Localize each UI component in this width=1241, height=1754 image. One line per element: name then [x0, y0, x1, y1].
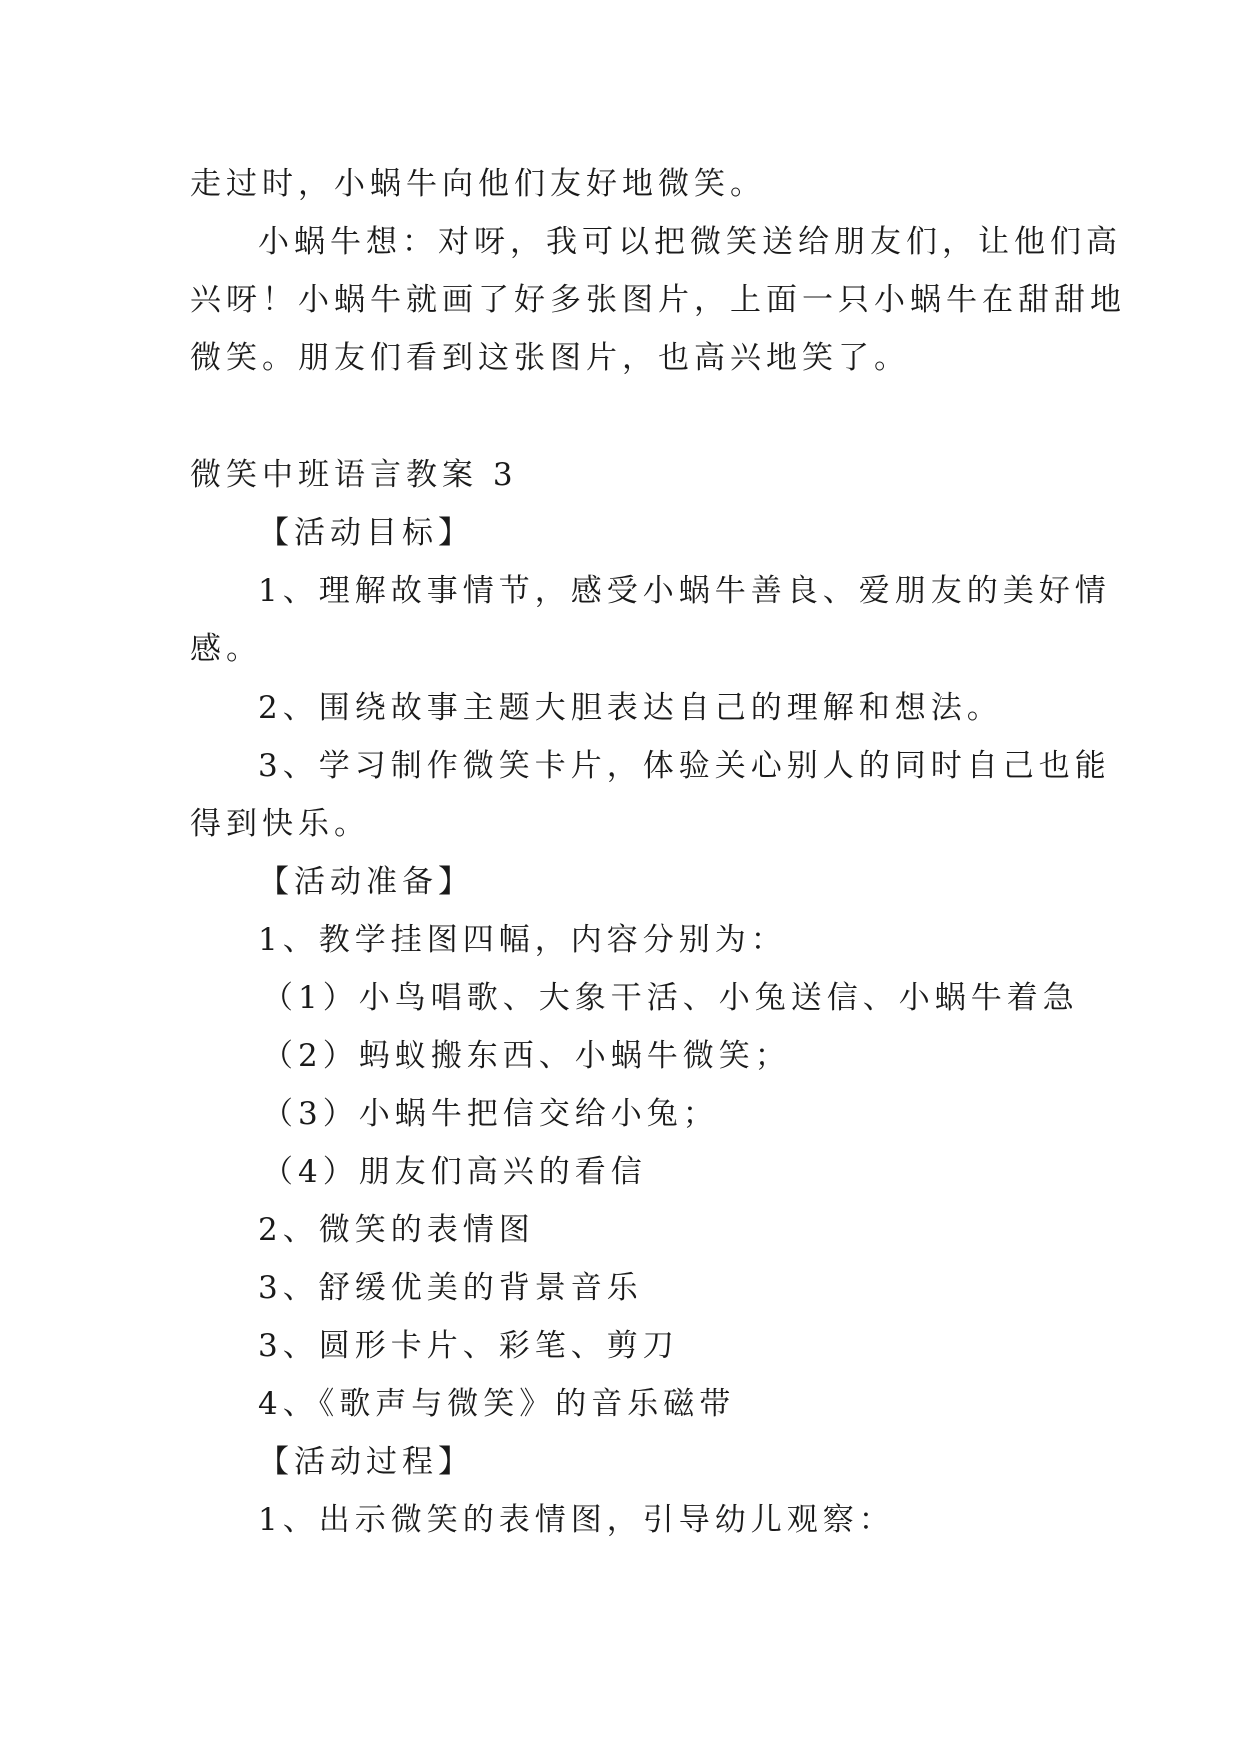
goal-item-1: 1、理解故事情节，感受小蜗牛善良、爱朋友的美好情	[258, 573, 1111, 609]
prep-item-1: 1、教学挂图四幅，内容分别为：	[258, 922, 787, 958]
goal-item-3: 3、学习制作微笑卡片，体验关心别人的同时自己也能	[258, 748, 1111, 784]
prep-item-4: 4、《歌声与微笑》的音乐磁带	[258, 1386, 736, 1422]
goal-item-1-cont: 感。	[190, 631, 262, 667]
paragraph-line: 兴呀！小蜗牛就画了好多张图片，上面一只小蜗牛在甜甜地	[190, 282, 1126, 318]
process-item-1: 1、出示微笑的表情图，引导幼儿观察：	[258, 1502, 895, 1538]
prep-subitem-4: （4）朋友们高兴的看信	[262, 1154, 647, 1190]
prep-subitem-2: （2）蚂蚁搬东西、小蜗牛微笑；	[262, 1038, 791, 1074]
goal-item-2: 2、围绕故事主题大胆表达自己的理解和想法。	[258, 690, 1003, 726]
prep-item-3b: 3、圆形卡片、彩笔、剪刀	[258, 1328, 679, 1364]
section-heading-preparation: 【活动准备】	[258, 864, 474, 900]
section-heading-goals: 【活动目标】	[258, 515, 474, 551]
paragraph-line: 走过时，小蜗牛向他们友好地微笑。	[190, 166, 766, 202]
prep-subitem-3: （3）小蜗牛把信交给小兔；	[262, 1096, 719, 1132]
section-heading-process: 【活动过程】	[258, 1444, 474, 1480]
section-title: 微笑中班语言教案 3	[190, 457, 518, 493]
prep-subitem-1: （1）小鸟唱歌、大象干活、小兔送信、小蜗牛着急	[262, 980, 1079, 1016]
prep-item-2: 2、微笑的表情图	[258, 1212, 535, 1248]
paragraph-line: 微笑。朋友们看到这张图片，也高兴地笑了。	[190, 340, 910, 376]
prep-item-3: 3、舒缓优美的背景音乐	[258, 1270, 643, 1306]
goal-item-3-cont: 得到快乐。	[190, 806, 370, 842]
paragraph-line: 小蜗牛想：对呀，我可以把微笑送给朋友们，让他们高	[258, 224, 1122, 260]
